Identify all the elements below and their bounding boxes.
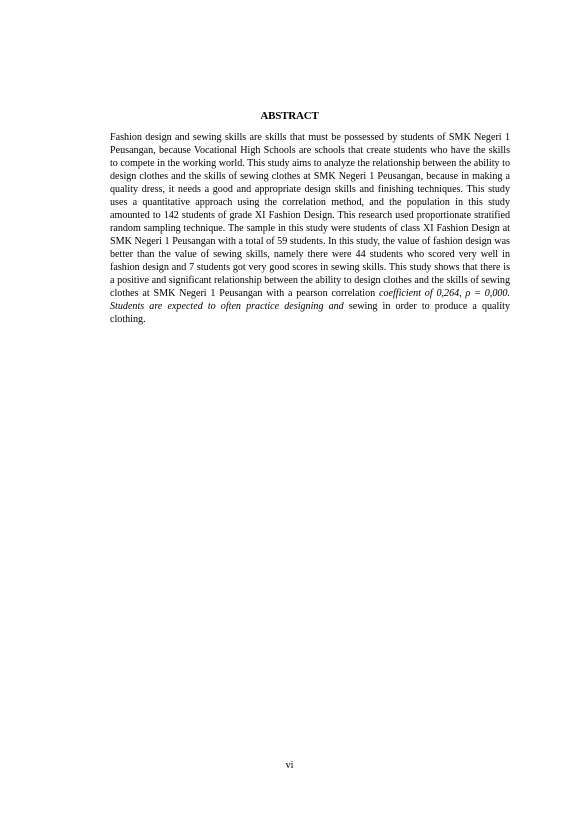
abstract-text-tail: sewing in order to produce a quality clothing.: [110, 301, 510, 325]
page-number: vi: [285, 760, 294, 771]
abstract-heading: ABSTRACT: [260, 110, 319, 122]
abstract-text-italic: coefficient of 0,264, ρ = 0,000. Students are expected to often practice designing and: [110, 288, 510, 312]
abstract-text: Fashion design and sewing skills are skills that must be possessed by students of SMK Negeri 1 Peusangan, because Vocational High Schools are schools that create students who have the skills to compete in the working world. This study aims to analyze the relationship between the ability to design clothes and the skills of sewing clothes at SMK Negeri 1 Peusangan, because in making a quality dress, it needs a good and appropriate design skills and finishing techniques. This study uses a quantitative approach using the correlation method, and the population in this study amounted to 142 students of grade XI Fashion Design. This research used proportionate stratified random sampling technique. The sample in this study were students of class XI Fashion Design at SMK Negeri 1 Peusangan with a total of 59 students. In this study, the value of fashion design was better than the value of sewing skills, namely there were 44 students who scored very well in fashion design and 7 students got very good scores in sewing skills. This study shows that there is a positive and significant relationship between the ability to design clothes and the skills of sewing clothes at SMK Negeri 1 Peusangan with a pearson correlation: [110, 132, 510, 299]
abstract-body: [110, 131, 510, 326]
